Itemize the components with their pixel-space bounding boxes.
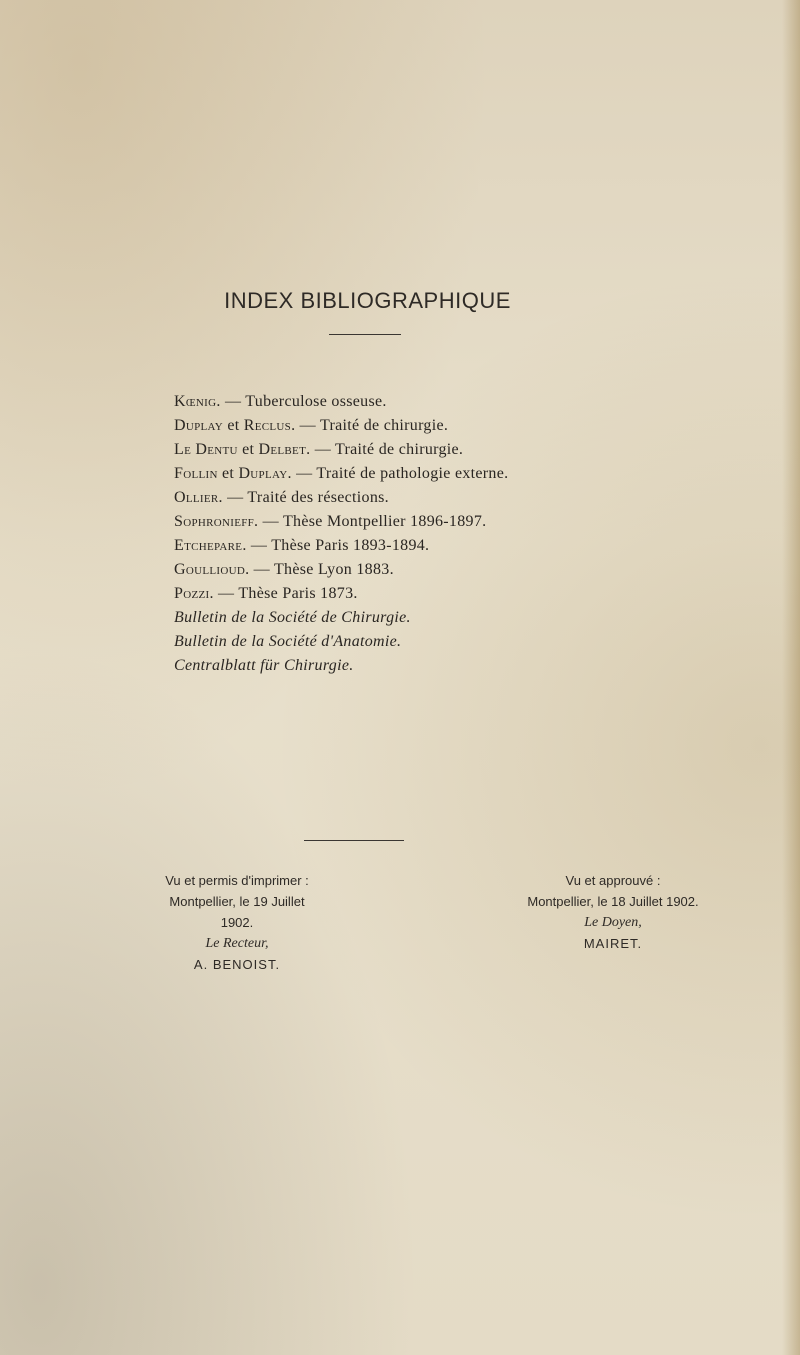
section-rule bbox=[304, 840, 404, 841]
entry-text: . — Traité de pathologie externe. bbox=[287, 465, 509, 482]
entry-joiner: et bbox=[217, 465, 239, 482]
page-edge-shadow bbox=[782, 0, 800, 1355]
imprimatur-title: Le Recteur, bbox=[205, 936, 269, 951]
bibliography-entry bbox=[174, 558, 508, 582]
approval-block bbox=[503, 870, 723, 954]
entry-author: Kœnig. bbox=[174, 393, 221, 410]
imprimatur-signatory: A. BENOIST. bbox=[193, 957, 281, 972]
entry-text: . — Thèse Lyon 1883. bbox=[245, 561, 394, 578]
page-title: INDEX BIBLIOGRAPHIQUE bbox=[224, 288, 511, 313]
entry-author: Pozzi bbox=[174, 585, 210, 602]
bibliography-entry bbox=[174, 582, 508, 606]
entry-author: Le Dentu bbox=[174, 441, 238, 458]
bibliography-entry bbox=[174, 390, 508, 414]
approval-title: Le Doyen, bbox=[584, 915, 642, 930]
serial-entry: Bulletin de la Société de Chirurgie. bbox=[174, 609, 411, 626]
imprimatur-block bbox=[152, 870, 322, 975]
entry-author: Duplay bbox=[174, 417, 224, 434]
approval-signatory: MAIRET. bbox=[583, 936, 643, 951]
serial-entry: Bulletin de la Société d'Anatomie. bbox=[174, 633, 402, 650]
entry-author-2: Delbet bbox=[258, 441, 307, 458]
approval-place-date: Montpellier, le 18 Juillet 1902. bbox=[527, 894, 699, 909]
bibliography-entry bbox=[174, 534, 508, 558]
entry-author: Sophronieff bbox=[174, 513, 255, 530]
entry-author-2: Reclus bbox=[243, 417, 292, 434]
bibliography-entry bbox=[174, 438, 508, 462]
entry-text: . — Traité des résections. bbox=[218, 489, 389, 506]
bibliography-entry bbox=[174, 486, 508, 510]
entry-text: . — Thèse Montpellier 1896-1897. bbox=[254, 513, 487, 530]
serial-entry: Centralblatt für Chirurgie. bbox=[174, 657, 354, 674]
entry-author: Etchepare bbox=[174, 537, 243, 554]
approval-heading: Vu et approuvé : bbox=[565, 873, 661, 888]
entry-author: Follin bbox=[174, 465, 218, 482]
entry-text: . — Traité de chirurgie. bbox=[291, 417, 449, 434]
entry-author: Goullioud bbox=[174, 561, 246, 578]
entry-joiner: et bbox=[223, 417, 244, 434]
entry-author: Ollier bbox=[174, 489, 219, 506]
entry-joiner: et bbox=[237, 441, 259, 458]
imprimatur-heading: Vu et permis d'imprimer : bbox=[165, 873, 309, 888]
bibliography-list bbox=[174, 390, 508, 678]
entry-text: . — Thèse Paris 1893-1894. bbox=[242, 537, 430, 554]
bibliography-entry bbox=[174, 462, 508, 486]
title-rule bbox=[329, 334, 401, 335]
bibliography-entry bbox=[174, 414, 508, 438]
entry-text: . — Traité de chirurgie. bbox=[306, 441, 464, 458]
entry-author-2: Duplay bbox=[238, 465, 288, 482]
entry-text: . — Thèse Paris 1873. bbox=[209, 585, 358, 602]
bibliography-entry bbox=[174, 510, 508, 534]
imprimatur-place-date: Montpellier, le 19 Juillet 1902. bbox=[169, 894, 305, 930]
entry-text: — Tuberculose osseuse. bbox=[220, 393, 387, 410]
